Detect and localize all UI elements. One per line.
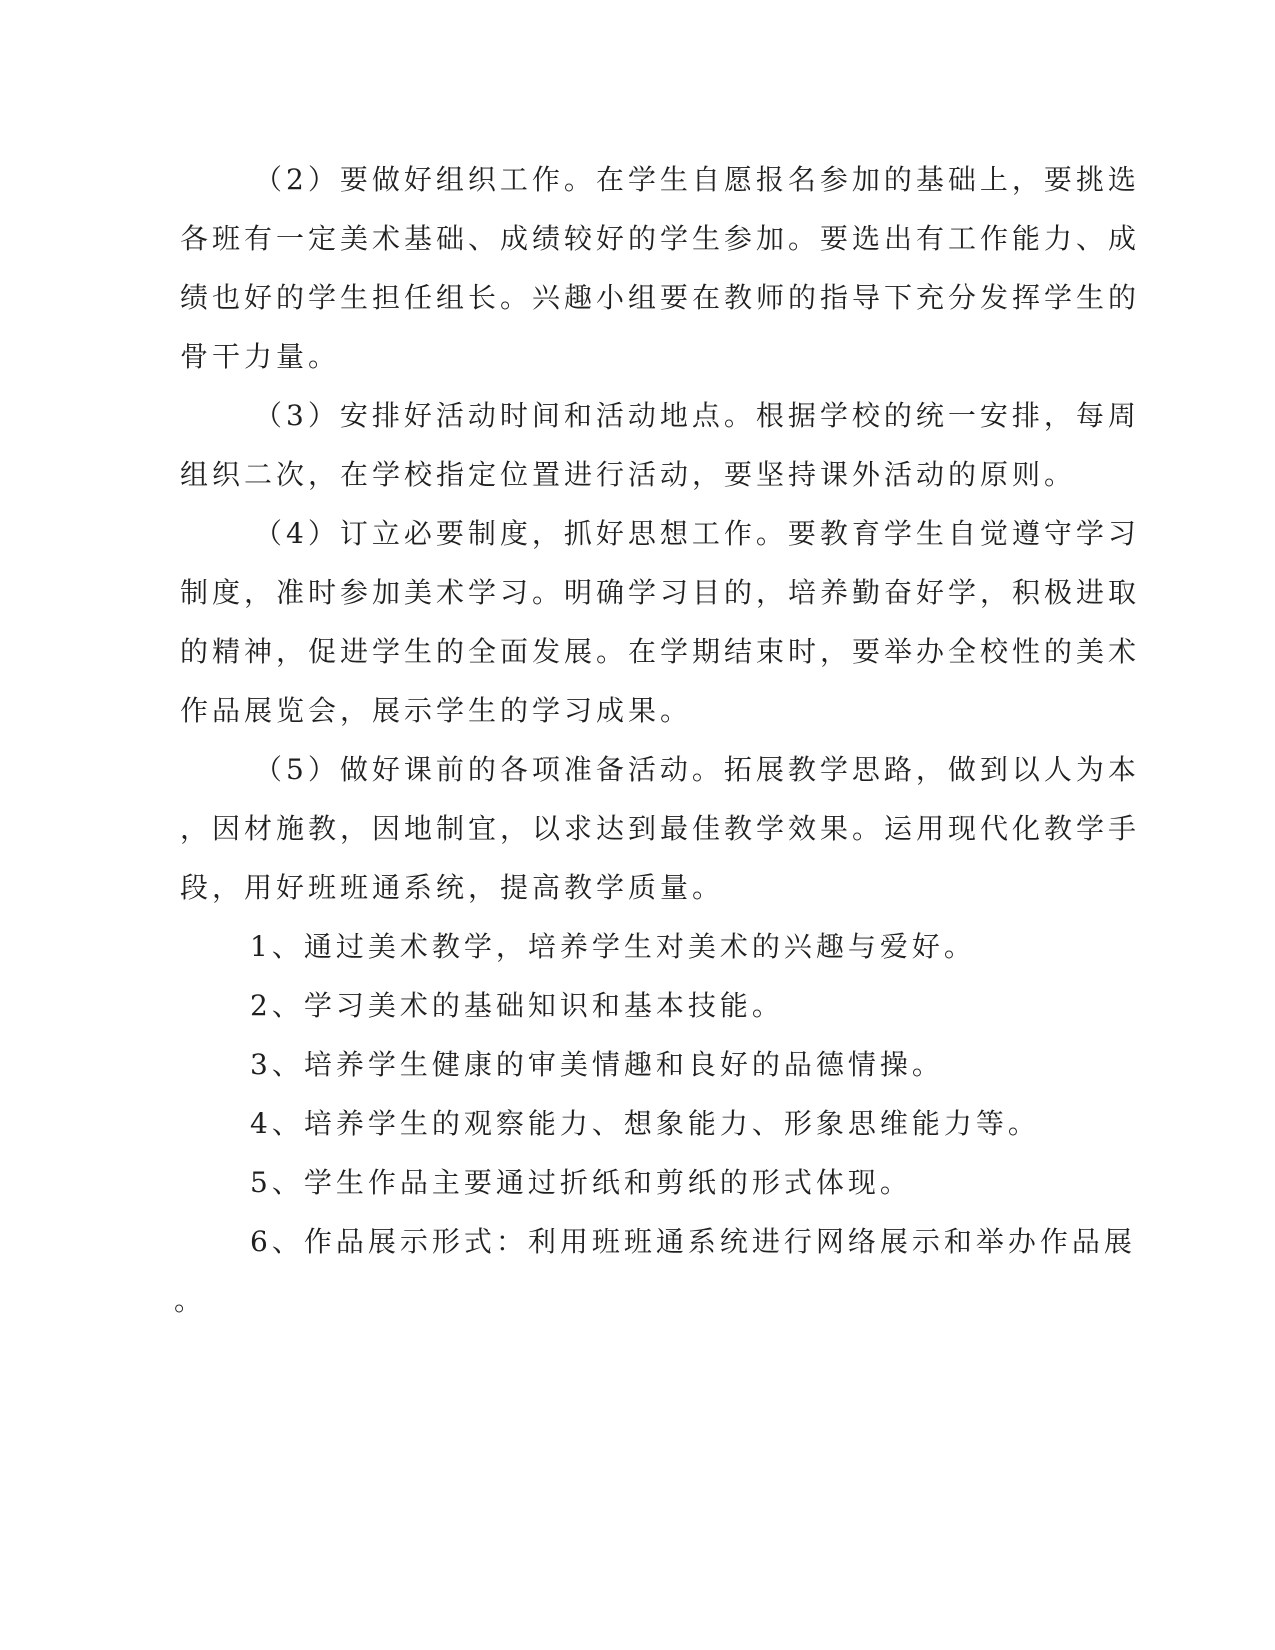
goal-item-6-continuation: 。	[174, 1284, 207, 1317]
paragraph-2-line-2: 各班有一定美术基础、成绩较好的学生参加。要选出有工作能力、成	[180, 222, 1141, 255]
paragraph-3-line-2: 组织二次，在学校指定位置进行活动，要坚持课外活动的原则。	[180, 458, 1077, 491]
goal-item-6: 6、作品展示形式：利用班班通系统进行网络展示和举办作品展	[250, 1225, 1136, 1258]
goal-item-3: 3、培养学生健康的审美情趣和良好的品德情操。	[250, 1048, 944, 1081]
paragraph-3-line-1: （3）安排好活动时间和活动地点。根据学校的统一安排，每周	[254, 399, 1140, 432]
goal-item-5: 5、学生作品主要通过折纸和剪纸的形式体现。	[250, 1166, 912, 1199]
paragraph-4-line-4: 作品展览会，展示学生的学习成果。	[180, 694, 693, 727]
paragraph-2-line-1: （2）要做好组织工作。在学生自愿报名参加的基础上，要挑选	[254, 163, 1140, 196]
paragraph-5-line-1: （5）做好课前的各项准备活动。拓展教学思路，做到以人为本	[254, 753, 1140, 786]
goal-item-1: 1、通过美术教学，培养学生对美术的兴趣与爱好。	[250, 930, 976, 963]
paragraph-5-line-3: 段，用好班班通系统，提高教学质量。	[180, 871, 725, 904]
paragraph-2-line-3: 绩也好的学生担任组长。兴趣小组要在教师的指导下充分发挥学生的	[180, 281, 1141, 314]
paragraph-4-line-1: （4）订立必要制度，抓好思想工作。要教育学生自觉遵守学习	[254, 517, 1140, 550]
paragraph-4-line-2: 制度，准时参加美术学习。明确学习目的，培养勤奋好学，积极进取	[180, 576, 1141, 609]
paragraph-4-line-3: 的精神，促进学生的全面发展。在学期结束时，要举办全校性的美术	[180, 635, 1141, 668]
goal-item-4: 4、培养学生的观察能力、想象能力、形象思维能力等。	[250, 1107, 1040, 1140]
paragraph-2-line-4: 骨干力量。	[180, 340, 341, 373]
paragraph-5-line-2: ，因材施教，因地制宜，以求达到最佳教学效果。运用现代化教学手	[180, 812, 1141, 845]
goal-item-2: 2、学习美术的基础知识和基本技能。	[250, 989, 784, 1022]
